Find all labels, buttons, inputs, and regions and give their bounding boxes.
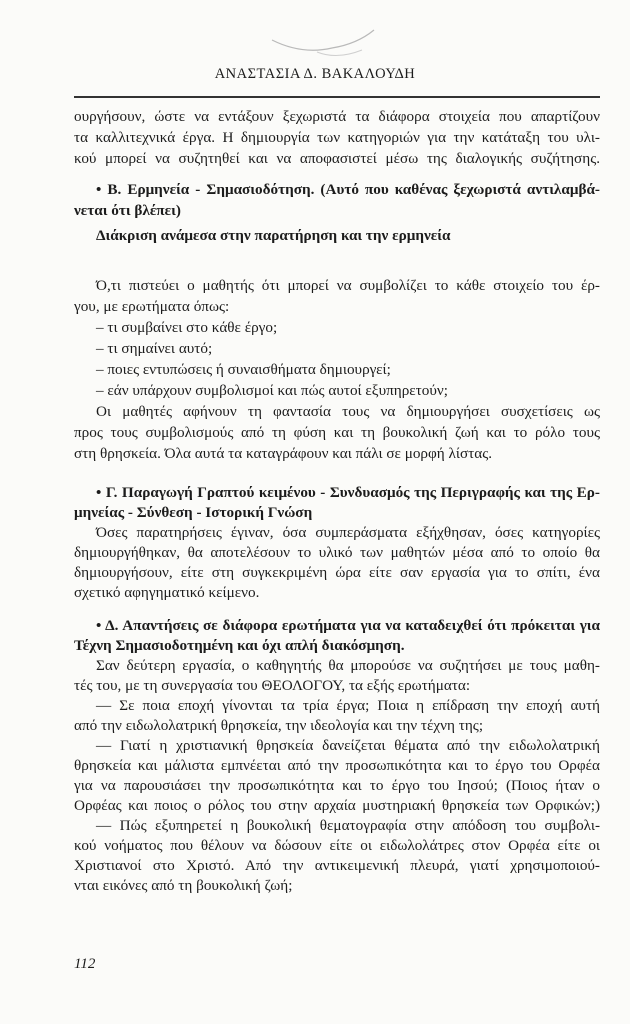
text-line: προς τους συμβολισμούς από τη φύση και τη βουκολική ζωή και το ρόλο τους: [74, 424, 600, 441]
text-line: σχετικό αφηγηματικό κείμενο.: [74, 584, 260, 601]
text-line: κού νοήματος που θέλουν να δώσουν είτε οι ειδωλολάτρες στον Ορφέα είτε οι: [74, 837, 600, 854]
text-line: – ποιες εντυπώσεις ή συναισθήματα δημιουργεί;: [96, 361, 391, 378]
text-line: στη θρησκεία. Όλα αυτά τα καταγράφουν και πάλι σε μορφή λίστας.: [74, 445, 493, 462]
text-line: τα καλλιτεχνικά έργα. Η δημιουργία των κατηγοριών για την κατάταξη του υλι-: [74, 129, 600, 146]
text-line: νται εικόνες από τη βουκολική ζωή;: [74, 877, 293, 894]
text-line: θρησκεία και μάλιστα εμπνέεται από την προσωπικότητα και το έργο του Ορφέα: [74, 757, 600, 774]
text-line: – τι συμβαίνει στο κάθε έργο;: [96, 319, 278, 336]
section-heading-line: Τέχνη Σημασιοδοτημένη και όχι απλή διακόσμηση.: [74, 637, 405, 654]
text-line: Ό,τι πιστεύει ο μαθητής ότι μπορεί να συμβολίζει το κάθε στοιχείο του έρ-: [96, 277, 600, 294]
text-line: — Πώς εξυπηρετεί η βουκολική θεματογραφία στην απόδοση του συμβολι-: [96, 817, 600, 834]
section-heading-line: νεται ότι βλέπει): [74, 202, 181, 219]
text-line: – εάν υπάρχουν συμβολισμοί και πώς αυτοί εξυπηρετούν;: [96, 382, 448, 399]
header-rule: [74, 96, 600, 98]
section-heading-line: Διάκριση ανάμεσα στην παρατήρηση και την ερμηνεία: [96, 227, 451, 244]
page-number: 112: [74, 956, 96, 972]
text-line: Ορφέας και ποιος ο ρόλος του στην αρχαία μυστηριακή θρησκεία των Ορφικών;): [74, 797, 600, 814]
text-line: για να παρουσιάσει την προσωπικότητα και το έργο του Ιησού; (Ποιος ήταν ο: [74, 777, 600, 794]
text-line: — Σε ποια εποχή γίνονται τα τρία έργα; Ποια η επίδραση την εποχή αυτή: [96, 697, 600, 714]
section-heading-line: μηνείας - Σύνθεση - Ιστορική Γνώση: [74, 504, 313, 521]
text-line: – τι σημαίνει αυτό;: [96, 340, 213, 357]
text-line: δημιουργήθηκαν, θα αποτελέσουν το υλικό των μαθητών μέσα από το οποίο θα: [74, 544, 600, 561]
text-line: κού μπορεί να συζητηθεί και να αποφασιστεί μέσω της διαλογικής συζήτησης.: [74, 150, 600, 167]
text-line: — Γιατί η χριστιανική θρησκεία δανείζεται θέματα από την ειδωλολατρική: [96, 737, 600, 754]
running-header: ΑΝΑΣΤΑΣΙΑ Δ. ΒΑΚΑΛΟΥΔΗ: [214, 66, 416, 82]
text-line: γου, με ερωτήματα όπως:: [74, 298, 230, 315]
text-line: δημιουργήσουν, είτε στη συγκεκριμένη ώρα είτε σαν εργασία για το σπίτι, ένα: [74, 564, 600, 581]
text-line: ουργήσουν, ώστε να εντάξουν ξεχωριστά τα διάφορα στοιχεία που απαρτίζουν: [74, 108, 600, 125]
section-heading-line: • Β. Ερμηνεία - Σημασιοδότηση. (Αυτό που καθένας ξεχωριστά αντιλαμβά-: [96, 181, 600, 198]
text-line: Σαν δεύτερη εργασία, ο καθηγητής θα μπορούσε να συζητήσει με τους μαθη-: [96, 657, 600, 674]
text-line: Όσες παρατηρήσεις έγιναν, όσα συμπεράσματα εξήχθησαν, όσες κατηγορίες: [96, 524, 600, 541]
scan-mark: [262, 0, 382, 60]
text-line: από την ειδωλολατρική θρησκεία, την ιδεολογία και την τέχνη της;: [74, 717, 484, 734]
text-line: τές του, με τη συνεργασία του ΘΕΟΛΟΓΟΥ, τα εξής ερωτήματα:: [74, 677, 471, 694]
section-heading-line: • Δ. Απαντήσεις σε διάφορα ερωτήματα για να καταδειχθεί ότι πρόκειται για: [96, 617, 600, 634]
text-line: Χριστιανοί στο Χριστό. Από την αντικειμενική πλευρά, γιατί χρησιμοποιού-: [74, 857, 600, 874]
text-line: Οι μαθητές αφήνουν τη φαντασία τους να δημιουργήσει συσχετίσεις ως: [96, 403, 600, 420]
section-heading-line: • Γ. Παραγωγή Γραπτού κειμένου - Συνδυασμός της Περιγραφής και της Ερ-: [96, 484, 600, 501]
